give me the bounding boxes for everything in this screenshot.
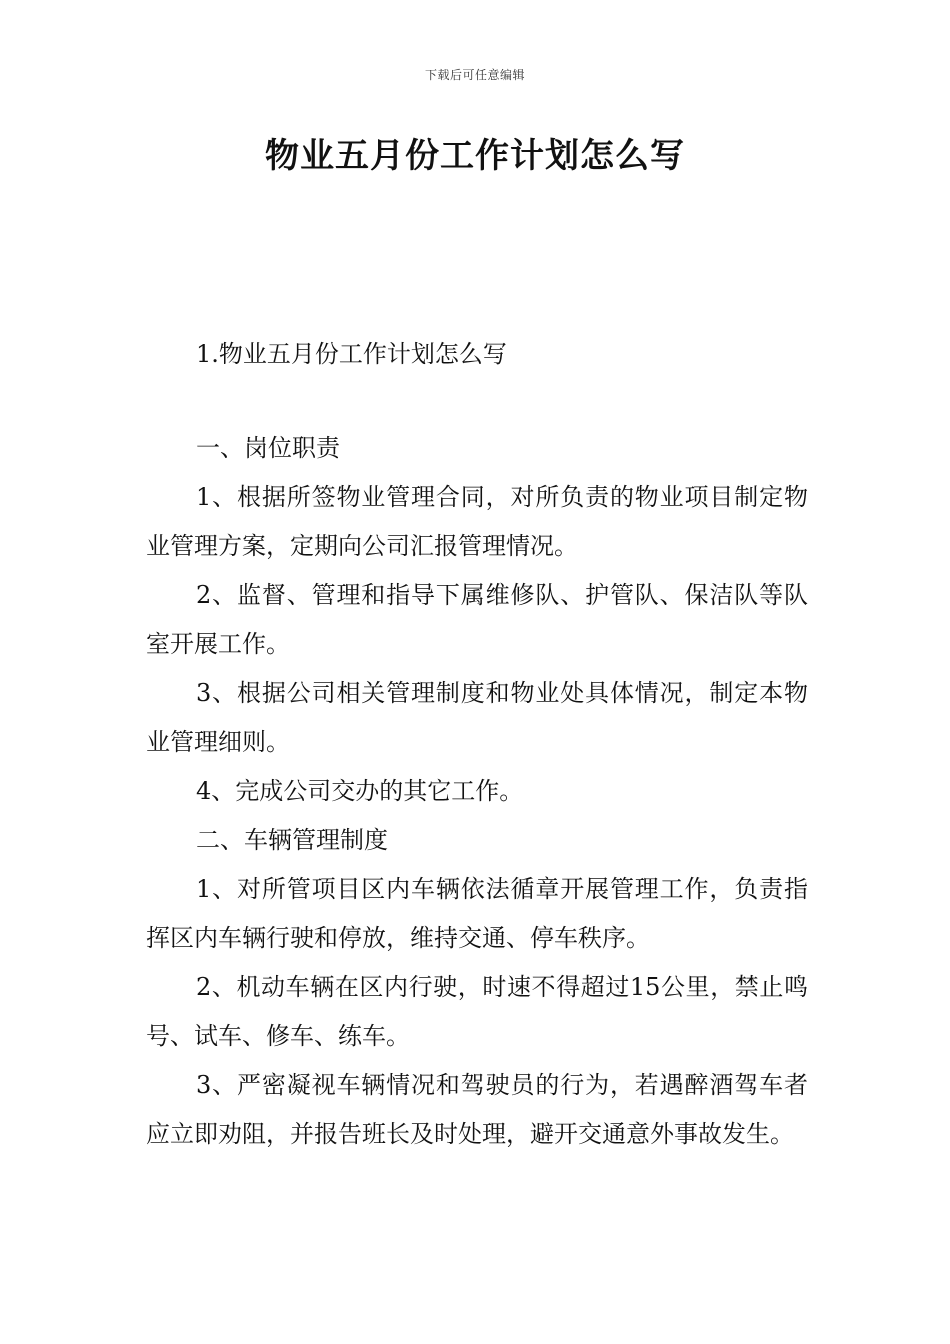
document-title: 物业五月份工作计划怎么写 <box>265 136 685 176</box>
paragraph: 3、严密凝视车辆情况和驾驶员的行为，若遇醉酒驾车者应立即劝阻，并报告班长及时处理，避开交通意外事故发生。 <box>146 1071 808 1148</box>
document-subtitle: 1.物业五月份工作计划怎么写 <box>196 340 507 368</box>
paragraph: 1、根据所签物业管理合同，对所负责的物业项目制定物业管理方案，定期向公司汇报管理情况。 <box>146 483 808 560</box>
paragraph: 2、监督、管理和指导下属维修队、护管队、保洁队等队室开展工作。 <box>146 581 808 658</box>
paragraph: 4、完成公司交办的其它工作。 <box>196 777 524 805</box>
section-heading: 一、岗位职责 <box>196 434 340 462</box>
header-note: 下载后可任意编辑 <box>424 68 525 82</box>
paragraph: 2、机动车辆在区内行驶，时速不得超过15公里，禁止鸣号、试车、修车、练车。 <box>146 973 808 1050</box>
section-heading: 二、车辆管理制度 <box>196 826 388 854</box>
paragraph: 1、对所管项目区内车辆依法循章开展管理工作，负责指挥区内车辆行驶和停放，维持交通、停车秩序。 <box>146 875 808 952</box>
paragraph: 3、根据公司相关管理制度和物业处具体情况，制定本物业管理细则。 <box>146 679 808 756</box>
document-body <box>146 424 808 1159</box>
